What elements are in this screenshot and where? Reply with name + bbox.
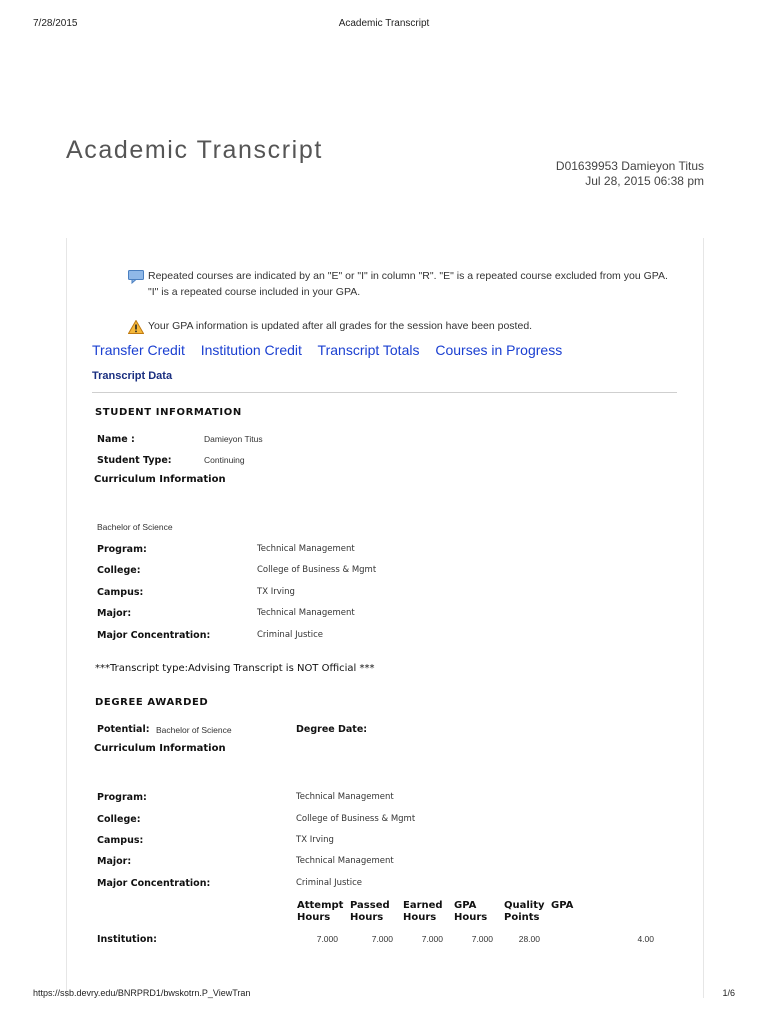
campus-label: Campus: [97, 587, 144, 598]
concentration-value: Criminal Justice [257, 630, 324, 640]
potential-label: Potential: [97, 724, 150, 735]
institution-passed-hours: 7.000 [371, 934, 393, 944]
college-label: College: [97, 565, 141, 576]
degree-concentration-value: Criminal Justice [296, 878, 363, 888]
name-label: Name : [97, 434, 135, 445]
repeat-courses-notice [128, 268, 708, 300]
concentration-label: Major Concentration: [97, 630, 211, 641]
user-id-name: D01639953 Damieyon Titus [555, 159, 704, 173]
name-value: Damieyon Titus [204, 434, 263, 444]
degree-date-label: Degree Date: [296, 724, 368, 735]
page-title: Academic Transcript [66, 136, 323, 164]
major-value: Technical Management [257, 608, 355, 618]
institution-earned-hours: 7.000 [421, 934, 443, 944]
link-transcript-totals[interactable]: Transcript Totals [317, 342, 420, 358]
print-header [33, 18, 735, 32]
major-label: Major: [97, 608, 132, 619]
potential-value: Bachelor of Science [156, 725, 232, 735]
divider [92, 392, 677, 393]
print-date: 7/28/2015 [33, 18, 78, 29]
curriculum-degree: Bachelor of Science [97, 522, 173, 532]
user-info [556, 159, 704, 189]
degree-curriculum-heading: Curriculum Information [94, 743, 226, 754]
degree-college-value: College of Business & Mgmt [296, 814, 416, 824]
link-courses-in-progress[interactable]: Courses in Progress [435, 342, 563, 358]
student-info-heading: STUDENT INFORMATION [95, 407, 242, 418]
repeat-notice-line2: "I" is a repeated course included in your GPA. [148, 286, 361, 298]
degree-college-label: College: [97, 814, 141, 825]
print-footer [33, 988, 735, 1002]
curriculum-heading: Curriculum Information [94, 474, 226, 485]
degree-campus-label: Campus: [97, 835, 144, 846]
degree-major-value: Technical Management [296, 856, 394, 866]
institution-quality-points: 28.00 [518, 934, 540, 944]
campus-value: TX Irving [257, 587, 295, 597]
institution-attempt-hours: 7.000 [316, 934, 338, 944]
program-label: Program: [97, 544, 147, 555]
transcript-type-note: ***Transcript type:Advising Transcript is NOT Official *** [95, 663, 375, 674]
gpa-notice [128, 318, 708, 334]
link-transfer-credit[interactable]: Transfer Credit [92, 342, 185, 358]
degree-campus-value: TX Irving [296, 835, 334, 845]
degree-concentration-label: Major Concentration: [97, 878, 211, 889]
transcript-data-link[interactable]: Transcript Data [92, 370, 173, 382]
institution-gpa: 4.00 [637, 934, 654, 944]
degree-program-label: Program: [97, 792, 147, 803]
student-type-label: Student Type: [97, 455, 172, 466]
degree-major-label: Major: [97, 856, 132, 867]
col-earned-hours: Earned Hours [403, 900, 443, 923]
degree-awarded-heading: DEGREE AWARDED [95, 697, 209, 708]
info-comment-icon [128, 270, 144, 284]
student-type-value: Continuing [204, 455, 245, 465]
col-gpa: GPA [551, 900, 574, 911]
col-attempt-hours: Attempt Hours [297, 900, 344, 923]
timestamp: Jul 28, 2015 06:38 pm [585, 174, 704, 188]
print-title: Academic Transcript [338, 18, 430, 29]
transcript-links [92, 342, 574, 358]
col-gpa-hours: GPA Hours [454, 900, 488, 923]
gpa-notice-text: Your GPA information is updated after all grades for the session have been posted. [148, 320, 533, 332]
link-institution-credit[interactable]: Institution Credit [200, 342, 302, 358]
institution-label: Institution: [97, 934, 157, 945]
college-value: College of Business & Mgmt [257, 565, 377, 575]
col-passed-hours: Passed Hours [350, 900, 390, 923]
repeat-notice-line1: Repeated courses are indicated by an "E" or "I" in column "R". "E" is a repeated course excluded from you GPA. [148, 270, 668, 282]
degree-program-value: Technical Management [296, 792, 394, 802]
page-number: 1/6 [722, 988, 735, 998]
program-value: Technical Management [257, 544, 355, 554]
institution-gpa-hours: 7.000 [471, 934, 493, 944]
warning-icon [128, 320, 144, 334]
col-quality-points: Quality Points [504, 900, 545, 923]
print-url: https://ssb.devry.edu/BNRPRD1/bwskotrn.P_ViewTran [33, 988, 251, 998]
